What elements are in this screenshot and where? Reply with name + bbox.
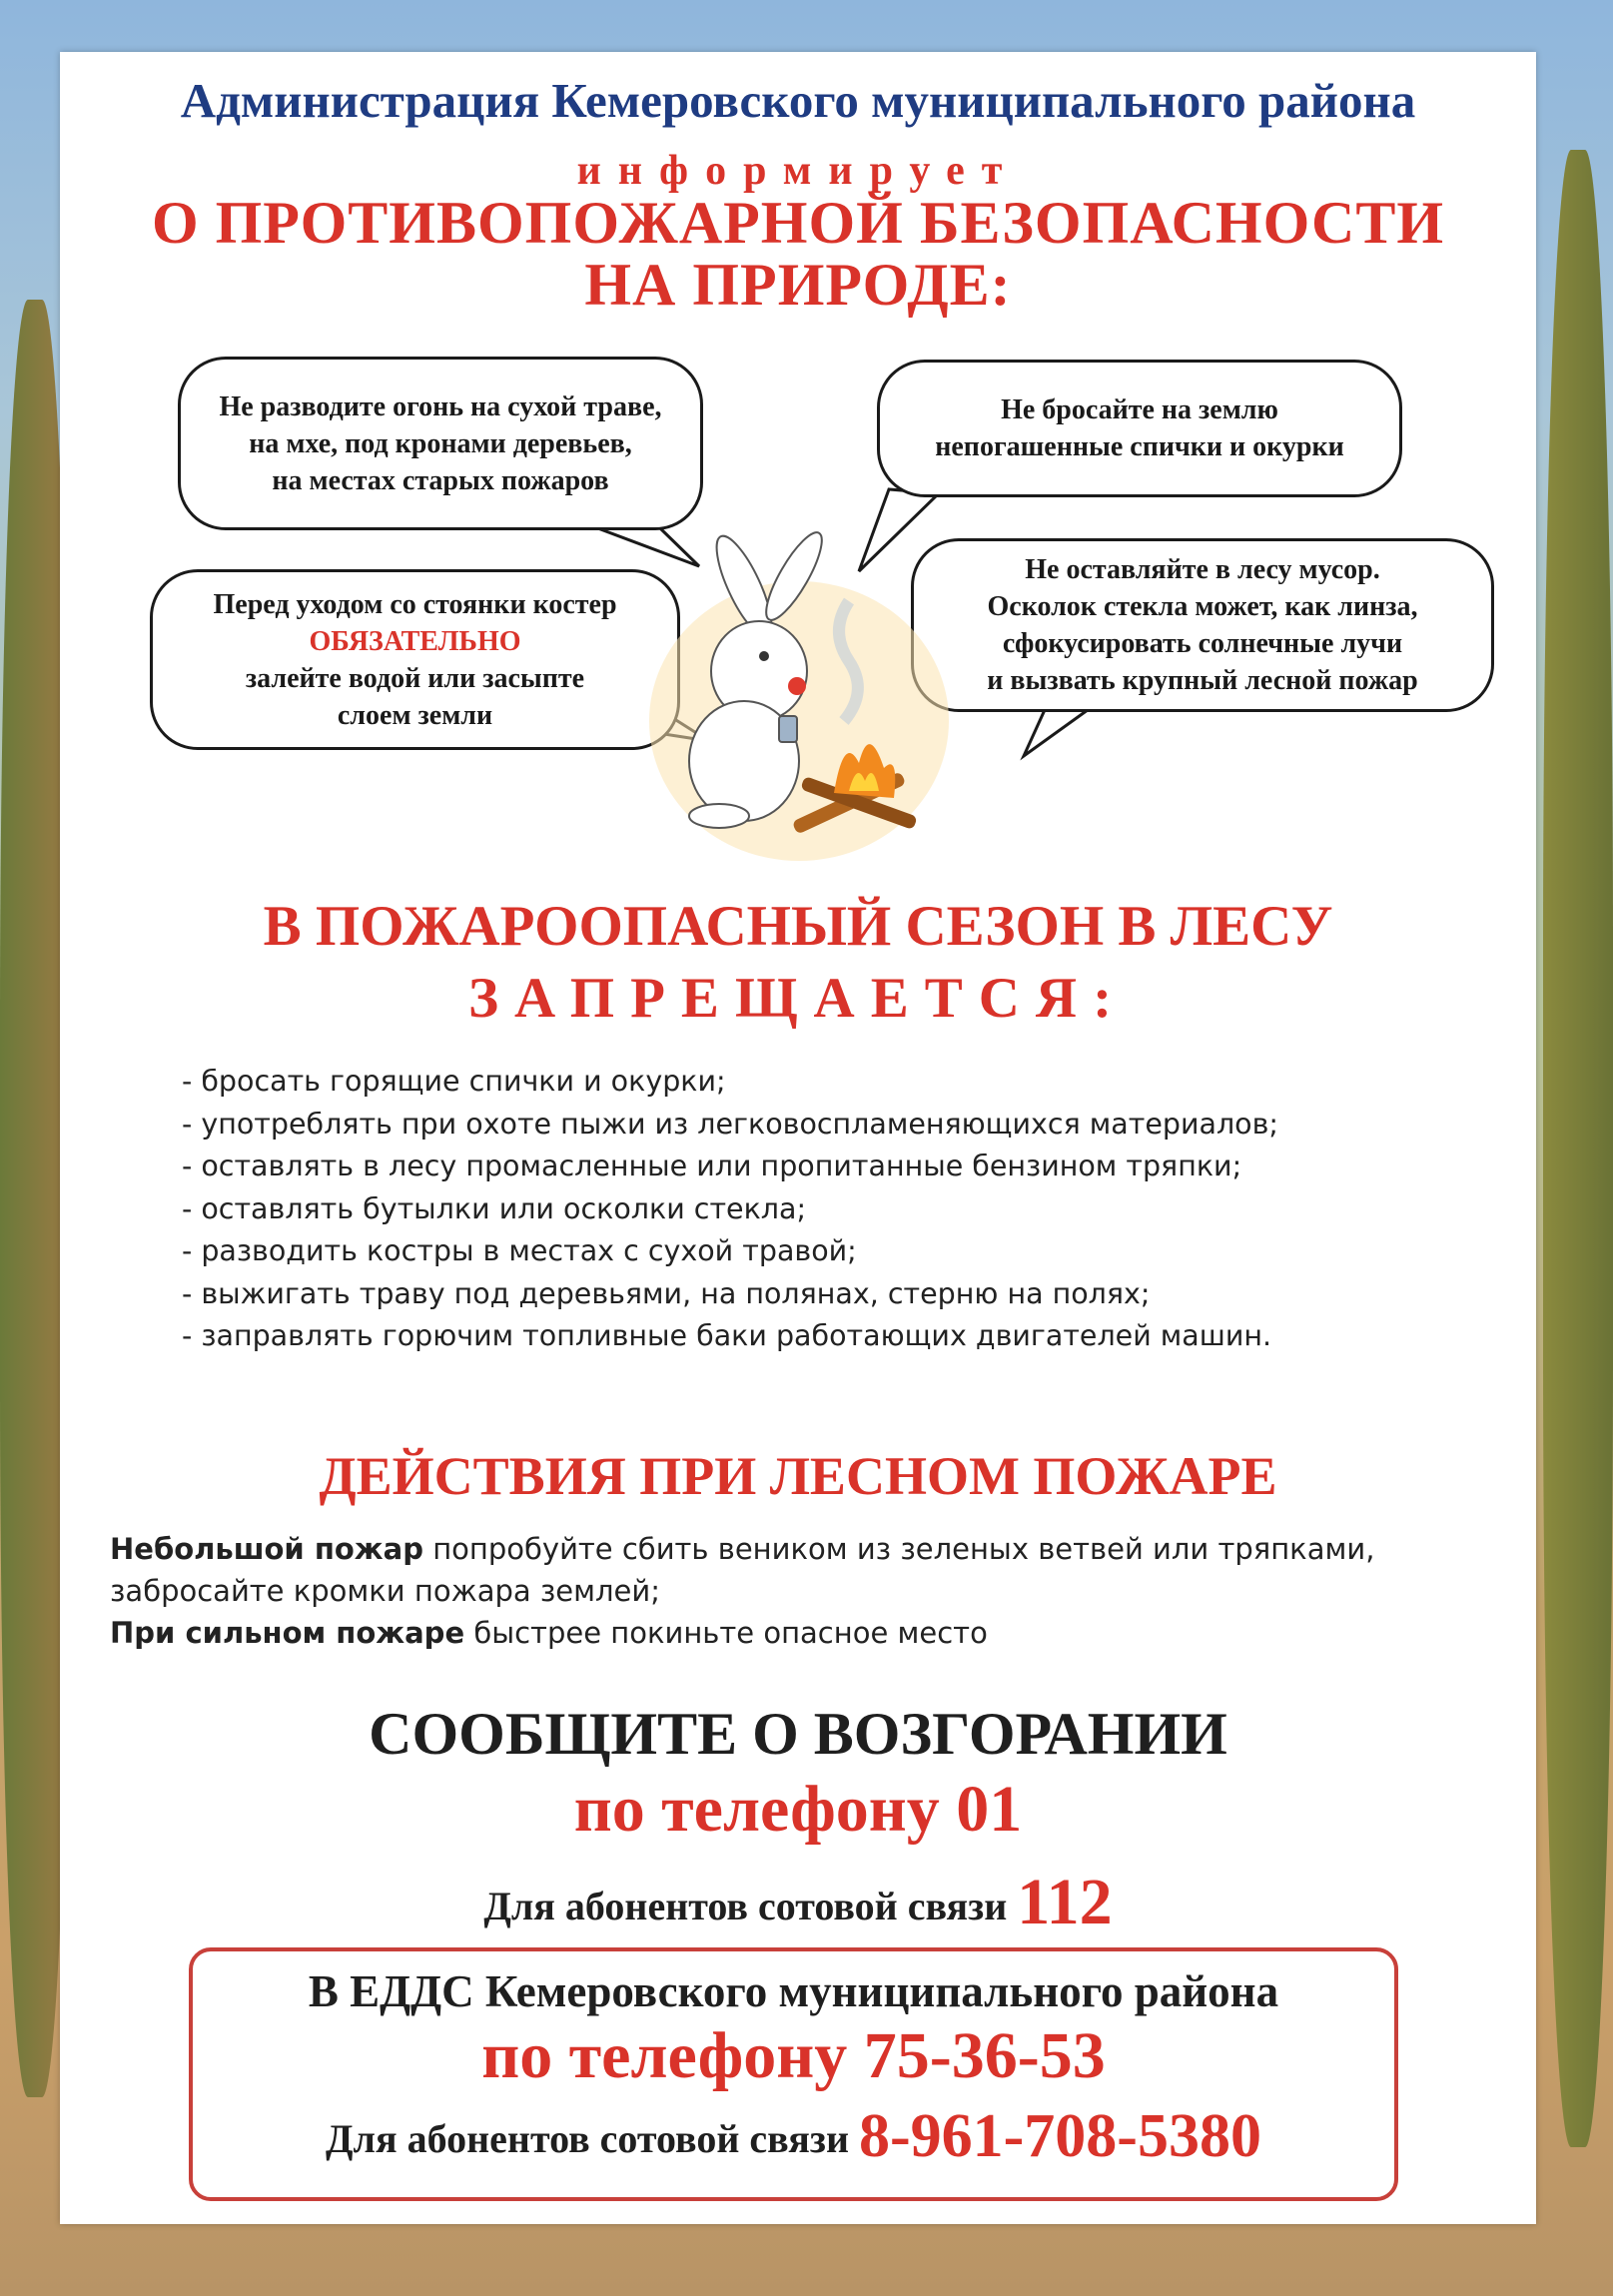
list-item: - оставлять бутылки или осколки стекла;	[182, 1191, 807, 1225]
actions-title: ДЕЙСТВИЯ ПРИ ЛЕСНОМ ПОЖАРЕ	[319, 1446, 1277, 1506]
list-item: - выжигать траву под деревьями, на полянах, стерню на полях;	[182, 1276, 1151, 1310]
bubble-mid-right: Не оставляйте в лесу мусор. Осколок стекла может, как линза, сфокусировать солнечные лучи и вызвать крупный лесной пожар	[911, 538, 1494, 712]
prohibited-title-line-2: ЗАПРЕЩАЕТСЯ:	[467, 967, 1129, 1030]
hare-campfire-illustration	[649, 531, 949, 861]
informs-label: информирует	[576, 148, 1020, 194]
headline-line-1: О ПРОТИВОПОЖАРНОЙ БЕЗОПАСНОСТИ	[151, 190, 1445, 256]
report-mobile: Для абонентов сотовой связи 112	[483, 1866, 1113, 1938]
list-item: - оставлять в лесу промасленные или пропитанные бензином тряпки;	[182, 1149, 1242, 1182]
small-fire-paragraph: Небольшой пожар попробуйте сбить веником из зеленых ветвей или тряпками,	[110, 1532, 1375, 1566]
poster	[60, 52, 1536, 2224]
prohibited-list	[182, 1061, 1278, 1358]
list-item: - заправлять горючим топливные баки работающих двигателей машин.	[182, 1319, 1272, 1352]
mobile-number-112: 112	[1017, 1866, 1113, 1938]
actions-text: Небольшой пожар попробуйте сбить веником из зеленых ветвей или тряпками, забросайте кромки пожара землей; При сильном пожаре быстрее покиньте опасное место	[110, 1528, 1508, 1654]
prohibited-title-line-1: В ПОЖАРООПАСНЫЙ СЕЗОН В ЛЕСУ	[263, 895, 1333, 958]
edds-phone: по телефону 75-36-53	[481, 2019, 1106, 2092]
headline-line-2: НА ПРИРОДЕ:	[584, 252, 1012, 318]
organization-title: Администрация Кемеровского муниципального района	[180, 73, 1416, 128]
bubble-mid-left: Перед уходом со стоянки костер ОБЯЗАТЕЛЬНО залейте водой или засыпте слоем земли	[150, 569, 680, 750]
edds-mobile: Для абонентов сотовой связи 8-961-708-5380	[326, 2102, 1261, 2170]
background-tree-right	[1543, 150, 1613, 2147]
list-item: - разводить костры в местах с сухой травой;	[182, 1234, 857, 1267]
mandatory-word: ОБЯЗАТЕЛЬНО	[309, 625, 521, 657]
list-item: - употреблять при охоте пыжи из легковоспламеняющихся материалов;	[182, 1107, 1279, 1141]
edds-mobile-number: 8-961-708-5380	[859, 2102, 1261, 2170]
edds-title: В ЕДДС Кемеровского муниципального района	[308, 1966, 1279, 2016]
big-fire-paragraph: При сильном пожаре быстрее покиньте опасное место	[110, 1616, 988, 1650]
bubble-top-left: Не разводите огонь на сухой траве, на мхе, под кронами деревьев, на местах старых пожаров	[178, 357, 703, 530]
report-title: СООБЩИТЕ О ВОЗГОРАНИИ	[369, 1701, 1227, 1767]
edds-box	[189, 1947, 1398, 2201]
list-item: - бросать горящие спички и окурки;	[182, 1065, 726, 1098]
report-phone: по телефону 01	[573, 1773, 1023, 1846]
prohibited-title	[60, 891, 1536, 1035]
bubble-top-right: Не бросайте на землю непогашенные спички и окурки	[877, 360, 1402, 497]
